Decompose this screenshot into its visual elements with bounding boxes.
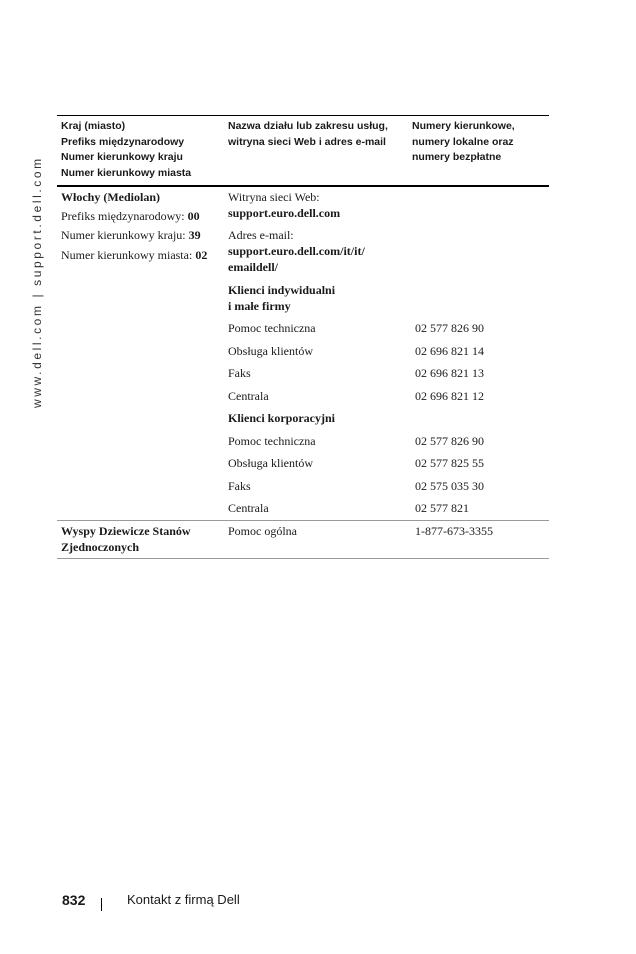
country-usvi-cont: Zjednoczonych <box>61 540 139 554</box>
row-divider <box>57 520 549 521</box>
label: Numer kierunkowy kraju: <box>61 228 186 242</box>
header-line: Numer kierunkowy miasta <box>61 166 192 179</box>
service-label: Centrala <box>228 389 269 403</box>
header-line: Prefiks międzynarodowy <box>61 135 185 148</box>
email-link[interactable]: support.euro.dell.com/it/it/ <box>228 244 365 258</box>
header-country <box>61 119 191 181</box>
service-label: Obsługa klientów <box>228 456 313 470</box>
header-bottom-rule <box>57 185 549 187</box>
service-label: Obsługa klientów <box>228 344 313 358</box>
service-label: Faks <box>228 366 251 380</box>
label: Numer kierunkowy miasta: <box>61 248 193 262</box>
header-line: Numery kierunkowe, <box>412 120 515 132</box>
header-line: Kraj (miasto) <box>61 120 126 132</box>
section-title-corporate: Klienci korporacyjni <box>228 411 335 425</box>
service-label: Pomoc ogólna <box>228 524 297 538</box>
header-line: Nazwa działu lub zakresu usług, <box>228 120 388 132</box>
value: 39 <box>188 228 201 242</box>
service-label: Centrala <box>228 501 269 515</box>
header-service <box>228 119 388 150</box>
page-number: 832 <box>62 892 86 908</box>
web-link[interactable]: support.euro.dell.com <box>228 206 341 220</box>
label: Prefiks międzynarodowy: <box>61 209 185 223</box>
header-line: Numer kierunkowy kraju <box>61 151 183 164</box>
italy-country-code <box>61 228 201 243</box>
service-label: Pomoc techniczna <box>228 434 316 448</box>
footer-divider <box>101 898 102 911</box>
header-line: numery lokalne oraz <box>412 135 514 148</box>
email-label: Adres e-mail: <box>228 228 294 242</box>
web-label: Witryna sieci Web: <box>228 190 320 204</box>
header-numbers <box>412 119 515 166</box>
phone-number: 02 696 821 12 <box>415 389 484 403</box>
side-url-text: www.dell.com | support.dell.com <box>30 156 44 408</box>
value: 02 <box>195 248 208 262</box>
phone-number: 02 577 825 55 <box>415 456 484 470</box>
phone-number: 02 575 035 30 <box>415 479 484 493</box>
email-link-cont[interactable]: emaildell/ <box>228 260 278 274</box>
country-italy: Włochy (Mediolan) <box>61 190 160 204</box>
header-line: witryna sieci Web i adres e-mail <box>228 135 386 148</box>
phone-number: 02 577 826 90 <box>415 434 484 448</box>
phone-number: 02 696 821 13 <box>415 366 484 380</box>
table-top-rule <box>57 115 549 116</box>
section-title-individual-cont: i małe firmy <box>228 299 291 313</box>
italy-city-code <box>61 248 207 263</box>
phone-number: 02 577 826 90 <box>415 321 484 335</box>
section-title-individual: Klienci indywidualni <box>228 283 336 297</box>
footer-title: Kontakt z firmą Dell <box>127 892 240 907</box>
phone-number: 02 577 821 <box>415 501 469 515</box>
country-usvi: Wyspy Dziewicze Stanów <box>61 524 191 538</box>
service-label: Faks <box>228 479 251 493</box>
phone-number: 1-877-673-3355 <box>415 524 493 538</box>
italy-intl-prefix <box>61 209 200 224</box>
value: 00 <box>187 209 200 223</box>
phone-number: 02 696 821 14 <box>415 344 484 358</box>
table-bottom-rule <box>57 558 549 559</box>
header-line: numery bezpłatne <box>412 151 502 164</box>
service-label: Pomoc techniczna <box>228 321 316 335</box>
